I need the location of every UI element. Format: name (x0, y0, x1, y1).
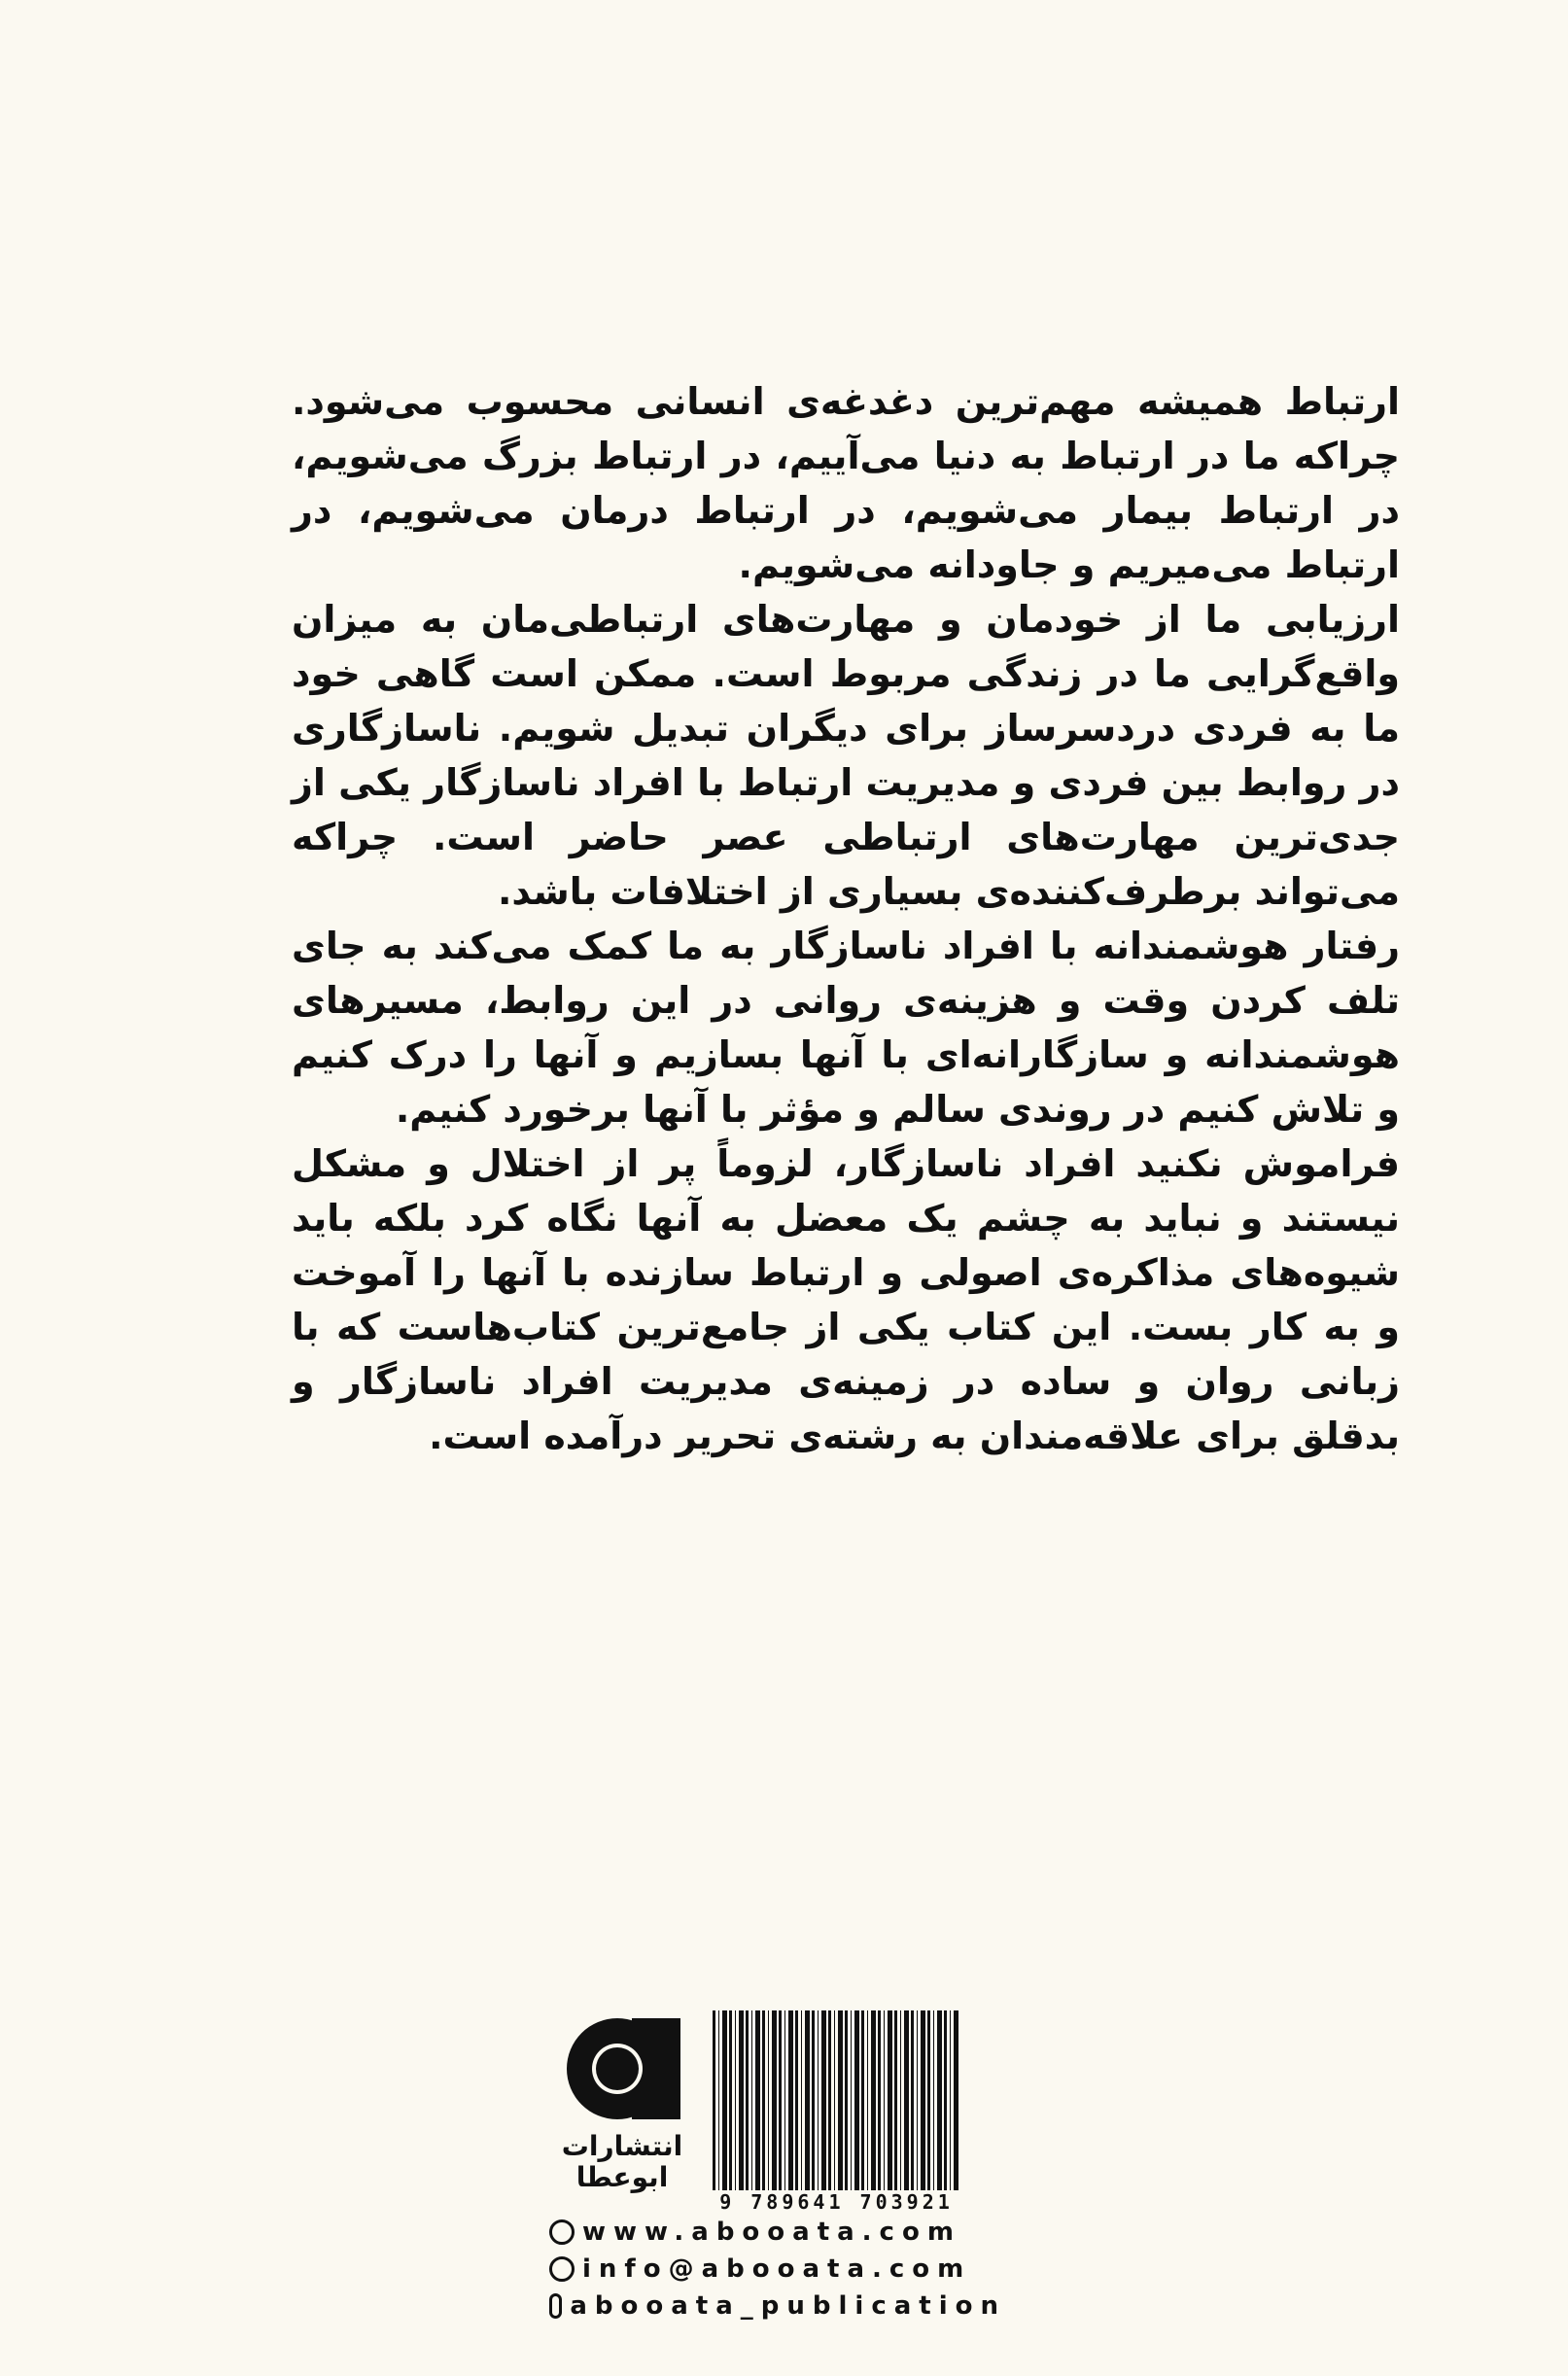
publisher-logo-icon (564, 2010, 680, 2127)
isbn-barcode (713, 2010, 960, 2214)
barcode-bars (713, 2010, 960, 2190)
publisher-footer (549, 2010, 1006, 2324)
instagram-icon (549, 2293, 562, 2319)
publisher-name: انتشارات (561, 2130, 683, 2162)
paragraph: فراموش نکنید افراد ناسازگار، لزوماً پر از اختلال و مشکل نیستند و نباید به چشم یک معضل به آنها نگاه کرد بلکه باید شیوه‌های مذاکره‌ی اصولی و ارتباط سازنده با آنها را آموخت و به کار بست. این کتاب یکی از جامع‌ترین کتاب‌هاست که با زبانی روان و ساده در زمینه‌ی مدیریت افراد ناسازگار و بدقلق برای علاقه‌مندان به رشته‌ی تحریر درآمده است. (292, 1142, 1400, 1457)
isbn-number: 9 789641 703921 (719, 2190, 954, 2214)
mail-icon (549, 2256, 575, 2282)
instagram: abooata_publication (549, 2288, 1006, 2324)
website: www.abooata.com (549, 2214, 1006, 2251)
paragraph: ارزیابی ما از خودمان و مهارت‌های ارتباطی‌مان به میزان واقع‌گرایی ما در زندگی مربوط است. ممکن است گاهی خود ما به فردی دردسرساز برای دیگران تبدیل شویم. ناسازگاری در روابط بین فردی و مدیریت ارتباط با افراد ناسازگار یکی از جدی‌ترین مهارت‌های ارتباطی عصر حاضر است. چراکه می‌تواند برطرف‌کننده‌ی بسیاری از اختلافات باشد. (292, 598, 1400, 913)
publisher-logo (549, 2010, 695, 2193)
paragraph: رفتار هوشمندانه با افراد ناسازگار به ما کمک می‌کند به جای تلف کردن وقت و هزینه‌ی روانی در این روابط، مسیرهای هوشمندانه و سازگارانه‌ای با آنها بسازیم و آنها را درک کنیم و تلاش کنیم در روندی سالم و مؤثر با آنها برخورد کنیم. (292, 925, 1400, 1131)
email: info@abooata.com (549, 2251, 1006, 2288)
paragraph: ارتباط همیشه مهم‌ترین دغدغه‌ی انسانی محسوب می‌شود. چراکه ما در ارتباط به دنیا می‌آییم، در ارتباط بزرگ می‌شویم، در ارتباط بیمار می‌شویم، در ارتباط درمان می‌شویم، در ارتباط می‌میریم و جاودانه می‌شویم. (292, 380, 1400, 586)
globe-icon (549, 2219, 575, 2245)
publisher-name-2: ابوعطا (575, 2161, 669, 2193)
back-cover-text (292, 374, 1400, 1463)
